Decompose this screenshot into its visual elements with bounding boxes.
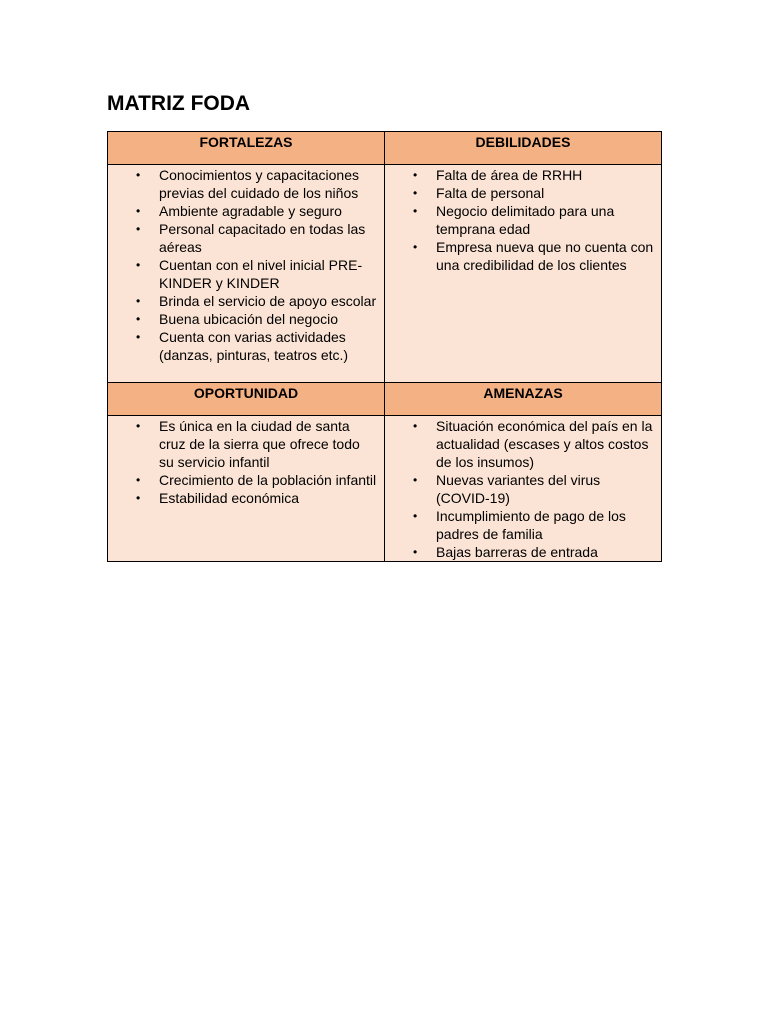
list-item: • Estabilidad económica — [159, 489, 378, 507]
list-item: • Crecimiento de la población infantil — [159, 471, 378, 489]
list-item: • Falta de personal — [436, 184, 655, 202]
list-item: • Buena ubicación del negocio — [159, 310, 378, 328]
amenazas-list — [385, 416, 661, 561]
table-row — [108, 383, 662, 416]
fortalezas-list — [108, 165, 384, 364]
list-item: • Ambiente agradable y seguro — [159, 202, 378, 220]
oportunidad-list — [108, 416, 384, 507]
list-item: • Falta de área de RRHH — [436, 166, 655, 184]
table-row — [108, 416, 662, 562]
debilidades-list — [385, 165, 661, 274]
fortalezas-heading: FORTALEZAS — [108, 132, 385, 165]
list-item: • Brinda el servicio de apoyo escolar — [159, 292, 378, 310]
list-item: • Cuentan con el nivel inicial PRE-KINDER y KINDER — [159, 256, 378, 292]
debilidades-cell — [385, 165, 662, 383]
oportunidad-heading: OPORTUNIDAD — [108, 383, 385, 416]
debilidades-heading: DEBILIDADES — [385, 132, 662, 165]
page-title: MATRIZ FODA — [107, 92, 251, 115]
list-item: • Cuenta con varias actividades (danzas, pinturas, teatros etc.) — [159, 328, 378, 364]
list-item: • Incumplimiento de pago de los padres de familia — [436, 507, 655, 543]
list-item: • Bajas barreras de entrada — [436, 543, 655, 561]
list-item: • Negocio delimitado para una temprana edad — [436, 202, 655, 238]
list-item: • Es única en la ciudad de santa cruz de la sierra que ofrece todo su servicio infantil — [159, 417, 378, 471]
fortalezas-cell — [108, 165, 385, 383]
list-item: • Situación económica del país en la actualidad (escases y altos costos de los insumos) — [436, 417, 655, 471]
amenazas-heading: AMENAZAS — [385, 383, 662, 416]
table-row — [108, 132, 662, 165]
list-item: • Empresa nueva que no cuenta con una credibilidad de los clientes — [436, 238, 655, 274]
list-item: • Personal capacitado en todas las aéreas — [159, 220, 378, 256]
list-item: • Conocimientos y capacitaciones previas del cuidado de los niños — [159, 166, 378, 202]
oportunidad-cell — [108, 416, 385, 562]
list-item: • Nuevas variantes del virus (COVID-19) — [436, 471, 655, 507]
foda-matrix-table — [107, 131, 662, 562]
amenazas-cell — [385, 416, 662, 562]
table-row — [108, 165, 662, 383]
